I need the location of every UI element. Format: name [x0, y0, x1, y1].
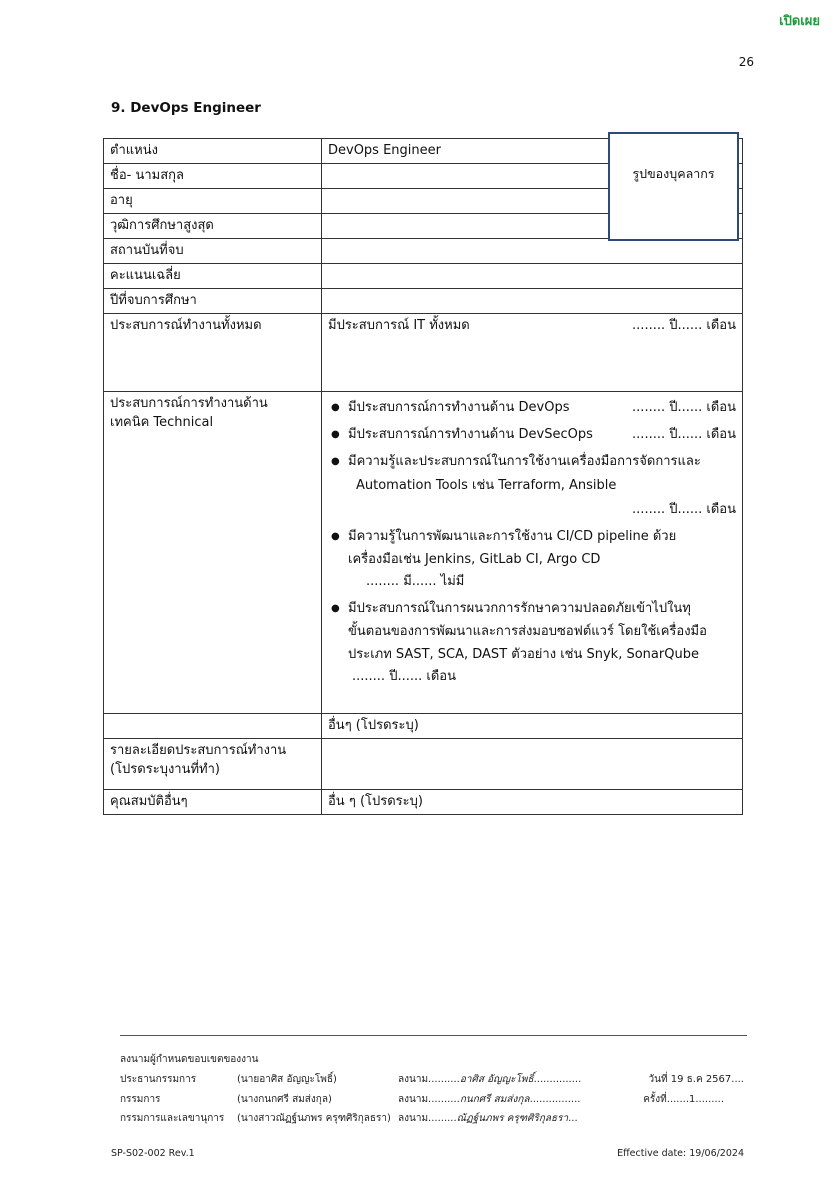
label-total-experience: ประสบการณ์ทำงานทั้งหมด [104, 314, 322, 392]
bullet-security-line2: ขั้นตอนของการพัฒนาและการส่งมอบซอฟต์แวร์ โดยใช้เครื่องมือ [348, 624, 707, 639]
signer-role: ประธานกรรมการ [120, 1074, 197, 1085]
bullet-devsecops[interactable] [328, 425, 736, 444]
total-experience-duration: ........ ปี...... เดือน [632, 318, 736, 333]
footer-revision: ครั้งที่.......1......... [643, 1094, 724, 1105]
value-position: DevOps Engineer [322, 139, 743, 164]
technical-label-line2: เทคนิค Technical [110, 415, 214, 430]
value-institution-field[interactable] [322, 239, 743, 264]
sign-prefix: ลงนาม.......... [398, 1094, 460, 1105]
bullet-cicd-line1: ● มีความรู้ในการพัฒนาและการใช้งาน CI/CD pipeline ด้วย [348, 529, 677, 544]
value-gpa-field[interactable] [322, 264, 743, 289]
footer-divider [120, 1035, 747, 1036]
bullet-automation-line1: ● มีความรู้และประสบการณ์ในการใช้งานเครื่องมือการจัดการและ [348, 454, 701, 469]
signature-text: กนกศรี สมส่งกุล [459, 1094, 530, 1105]
section-title: 9. DevOps Engineer [111, 100, 261, 116]
label-qualifications: คุณสมบัติอื่นๆ [104, 790, 322, 815]
label-name: ชื่อ- นามสกุล [104, 164, 322, 189]
row-grad-year [104, 289, 743, 314]
value-other[interactable]: อื่นๆ (โปรดระบุ) [322, 714, 743, 739]
row-qualifications [104, 790, 743, 815]
value-technical [322, 392, 743, 714]
bullet-cicd-line2: เครื่องมือเช่น Jenkins, GitLab CI, Argo CD [348, 552, 601, 567]
signer-role: กรรมการและเลขานุการ [120, 1113, 225, 1124]
bullet-cicd[interactable] [328, 527, 736, 591]
label-institution: สถานบันที่จบ [104, 239, 322, 264]
sign-prefix: ลงนาม.......... [398, 1074, 460, 1085]
signer-signature [398, 1092, 580, 1107]
value-total-experience[interactable] [322, 314, 743, 392]
signer-name: (นายอาศิส อัญญะโพธิ์) [237, 1074, 337, 1085]
label-technical [104, 392, 322, 714]
signer-signature [398, 1111, 578, 1126]
sign-suffix: ... [568, 1113, 578, 1124]
row-other [104, 714, 743, 739]
row-total-experience [104, 314, 743, 392]
signature-text: อาศิส อัญญะโพธิ์ [459, 1074, 534, 1085]
effective-date: Effective date: 19/06/2024 [617, 1148, 744, 1159]
photo-placeholder-box [608, 132, 739, 241]
bullet-devops-text: มีประสบการณ์การทำงานด้าน DevOps [348, 400, 570, 415]
value-qualifications[interactable]: อื่น ๆ (โปรดระบุ) [322, 790, 743, 815]
row-gpa [104, 264, 743, 289]
signature-text: ณัฏฐ์นภพร ครุฑศิริกุลธรา [456, 1113, 569, 1124]
label-education: วุฒิการศึกษาสูงสุด [104, 214, 322, 239]
document-code: SP-S02-002 Rev.1 [111, 1148, 195, 1159]
signer-role: กรรมการ [120, 1094, 161, 1105]
bullet-automation-duration: ........ ปี...... เดือน [632, 502, 736, 517]
bullet-security-line1: ● มีประสบการณ์ในการผนวกการรักษาความปลอดภัยเข้าไปในทุ [348, 601, 691, 616]
bullet-security-line3: ประเภท SAST, SCA, DAST ตัวอย่าง เช่น Snyk, SonarQube [348, 647, 699, 662]
signer-name: (นางสาวณัฏฐ์นภพร ครุฑศิริกุลธรา) [237, 1113, 391, 1124]
bullet-automation[interactable] [328, 452, 736, 519]
sign-suffix: ................ [529, 1094, 581, 1105]
bullet-security-duration: ........ ปี...... เดือน [352, 669, 456, 684]
technical-label-line1: ประสบการณ์การทำงานด้าน [110, 396, 268, 411]
bullet-devsecops-text: มีประสบการณ์การทำงานด้าน DevSecOps [348, 427, 593, 442]
signer-name: (นางกนกศรี สมส่งกุล) [237, 1094, 332, 1105]
label-detail [104, 739, 322, 790]
sign-prefix: ลงนาม......... [398, 1113, 457, 1124]
bullet-devsecops-duration: ● ........ ปี...... เดือน [632, 427, 736, 442]
label-grad-year: ปีที่จบการศึกษา [104, 289, 322, 314]
value-grad-year-field[interactable] [322, 289, 743, 314]
detail-label-line2: (โปรดระบุงานที่ทำ) [110, 762, 220, 777]
bullet-automation-line2: Automation Tools เช่น Terraform, Ansible [356, 478, 617, 493]
detail-label-line1: รายละเอียดประสบการณ์ทำงาน [110, 743, 287, 758]
disclosure-label: เปิดเผย [779, 14, 820, 29]
bullet-devops-duration: ● ........ ปี...... เดือน [632, 400, 736, 415]
footer-date: วันที่ 19 ธ.ค 2567.... [648, 1074, 744, 1085]
sign-suffix: ............... [533, 1074, 582, 1085]
label-age: อายุ [104, 189, 322, 214]
label-gpa: คะแนนเฉลี่ย [104, 264, 322, 289]
label-other-empty [104, 714, 322, 739]
row-experience-detail [104, 739, 743, 790]
bullet-devops[interactable] [328, 398, 736, 417]
page-number: 26 [738, 55, 754, 69]
photo-label: รูปของบุคลากร [632, 166, 715, 181]
signer-signature [398, 1072, 581, 1087]
value-detail-field[interactable] [322, 739, 743, 790]
total-experience-text: มีประสบการณ์ IT ทั้งหมด [328, 318, 470, 333]
row-institution [104, 239, 743, 264]
footer-heading: ลงนามผู้กำหนดขอบเขตของงาน [120, 1054, 259, 1065]
label-position: ตำแหน่ง [104, 139, 322, 164]
bullet-security[interactable] [328, 599, 736, 686]
row-technical-experience [104, 392, 743, 714]
bullet-cicd-choice: ........ มี...... ไม่มี [366, 574, 465, 589]
